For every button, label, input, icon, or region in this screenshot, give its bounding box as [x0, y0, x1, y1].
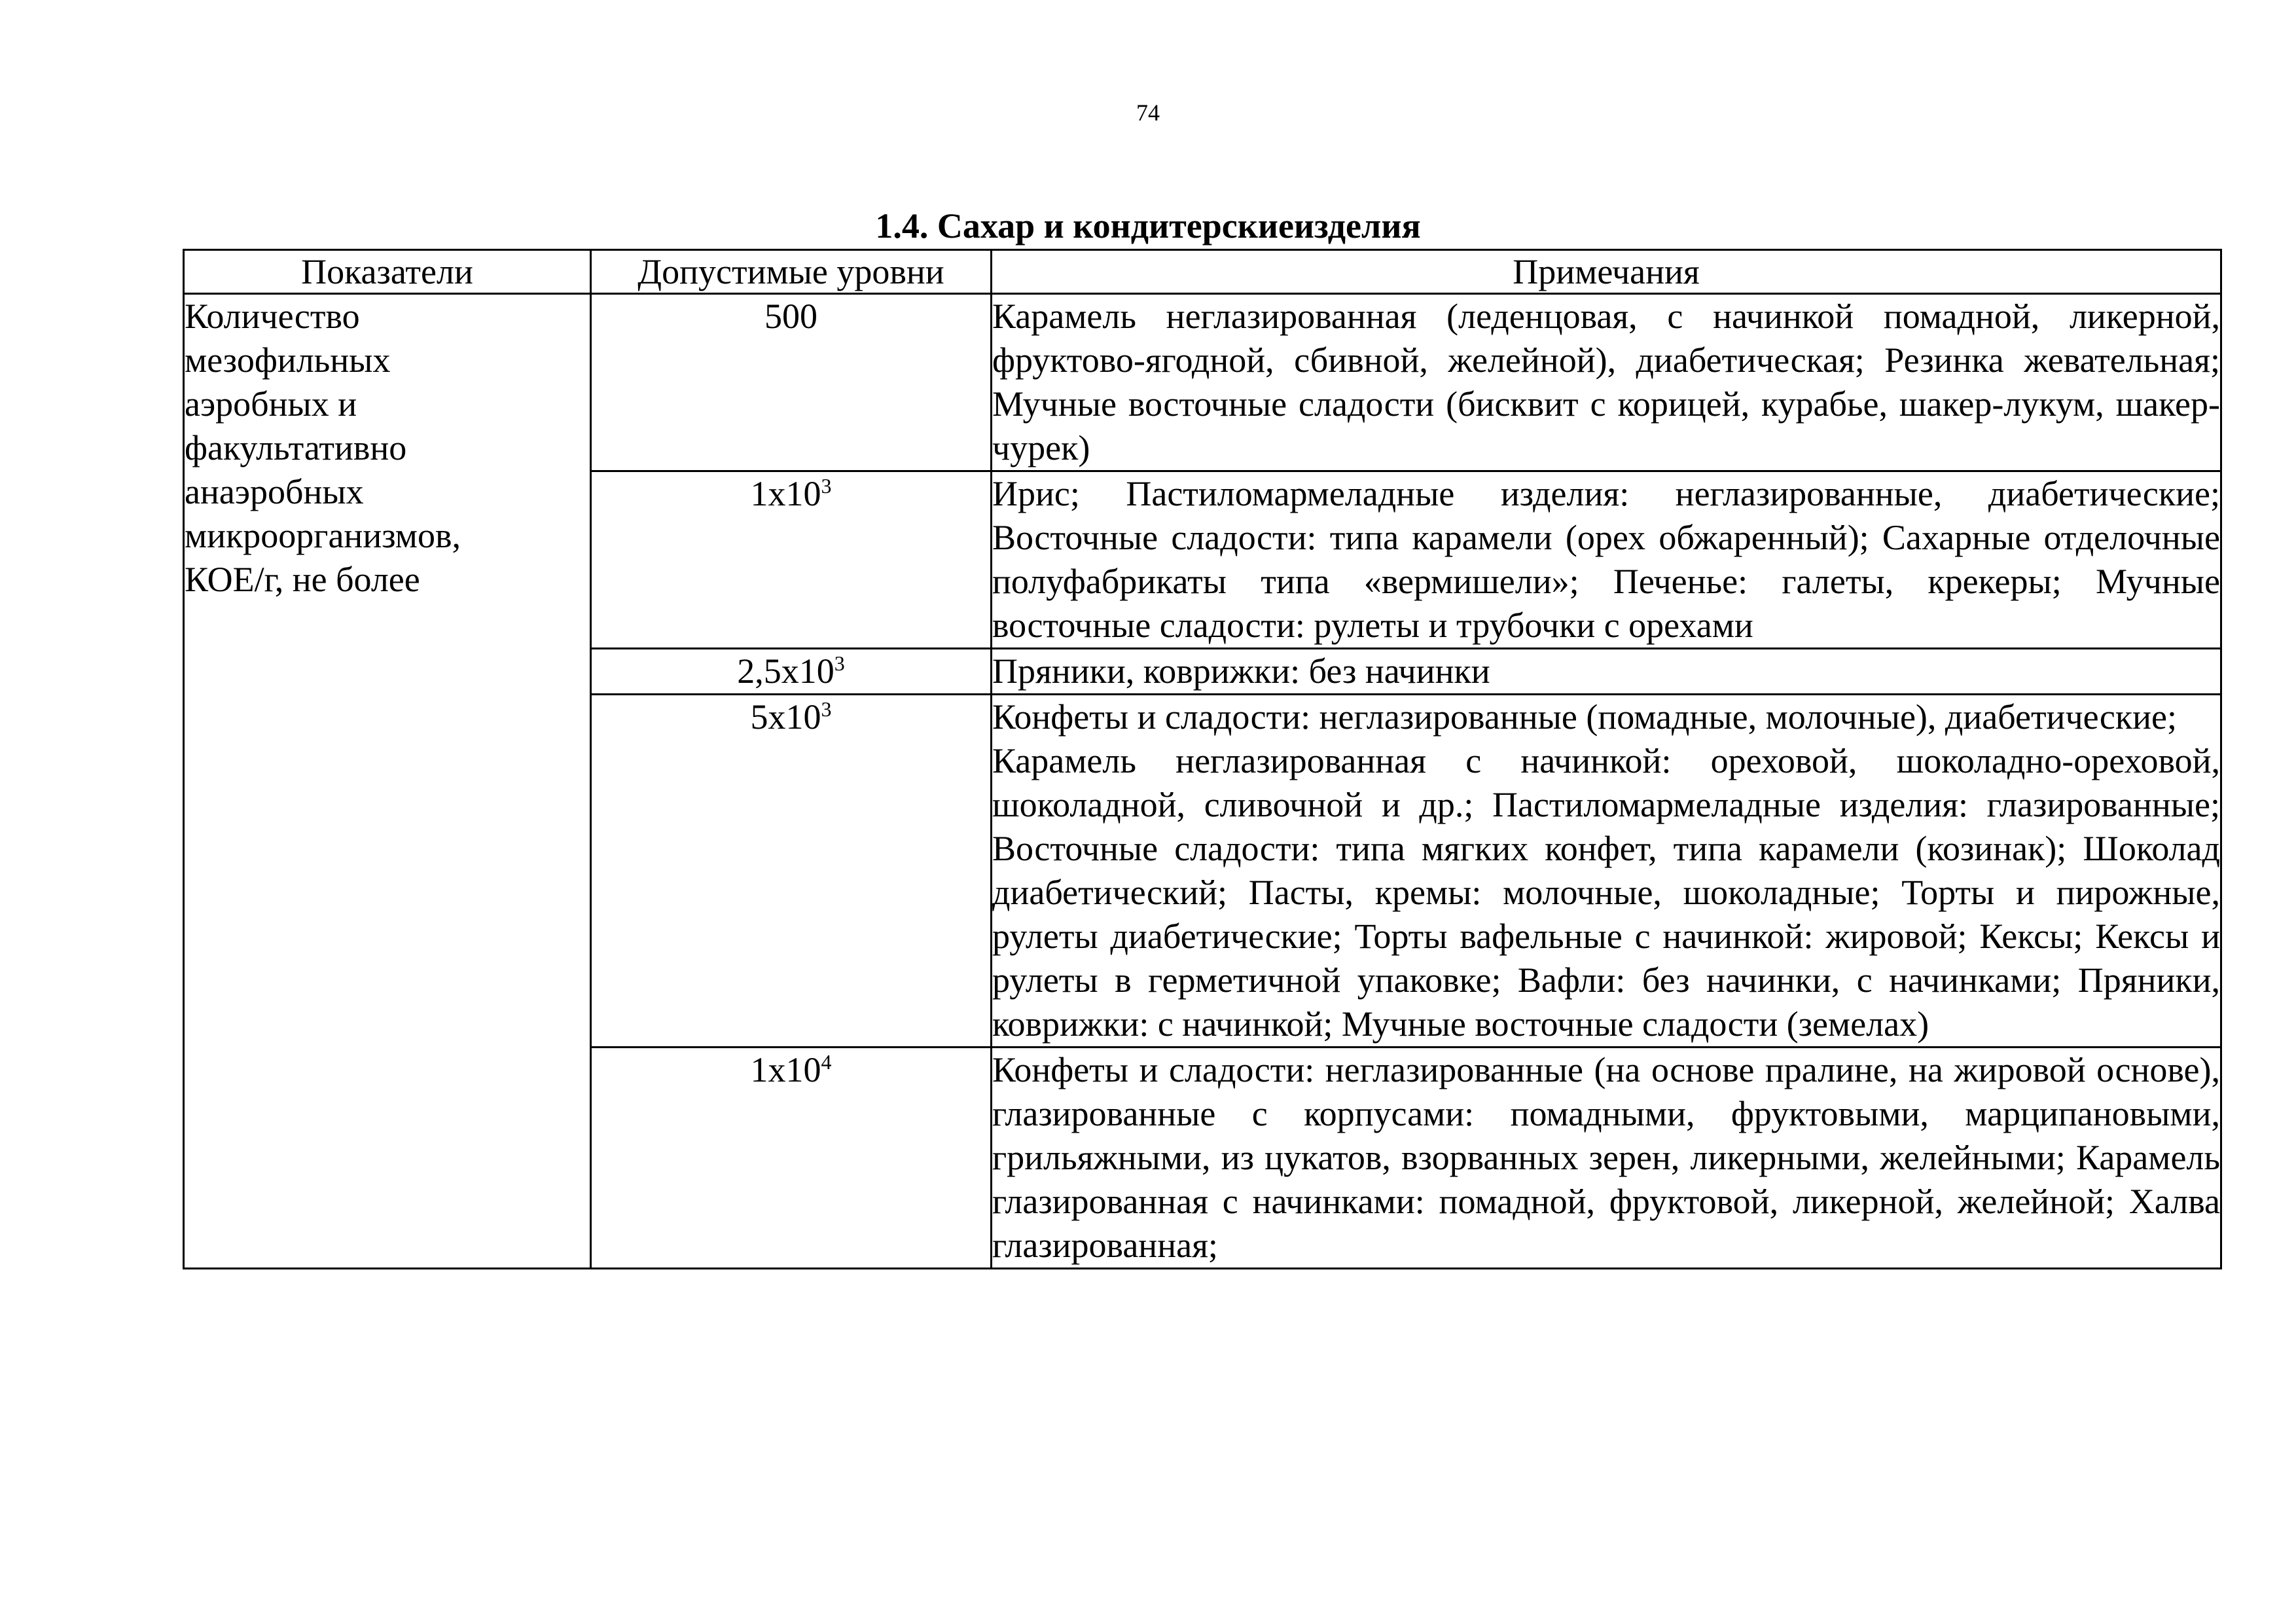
- notes-text: Ирис; Пастиломармеладные изделия: неглазированные, диабетические; Восточные сладости: типа карамели (орех обжаренный); Сахарные отделочные полуфабрикаты типа «вермишели»; Печенье: галеты, крекеры; Мучные восточные сладости: рулеты и трубочки с орехами: [992, 474, 2220, 645]
- header-indicator: Показатели: [184, 250, 591, 294]
- level-cell: [591, 1048, 992, 1269]
- level-exponent: 4: [821, 1050, 832, 1074]
- header-notes: Примечания: [992, 250, 2221, 294]
- level-base: 2,5x10: [737, 651, 834, 691]
- indicator-line: факультативно: [185, 428, 407, 467]
- notes-cell: [992, 471, 2221, 649]
- level-exponent: 3: [821, 474, 832, 498]
- level-exponent: 3: [821, 697, 832, 721]
- indicator-line: КОЕ/г, не более: [185, 560, 420, 599]
- header-level: Допустимые уровни: [591, 250, 992, 294]
- level-cell: [591, 471, 992, 649]
- indicator-line: аэробных и: [185, 384, 357, 424]
- indicator-line: микроорганизмов,: [185, 516, 461, 555]
- notes-cell: [992, 294, 2221, 471]
- notes-text: Карамель неглазированная (леденцовая, с начинкой помадной, ликерной, фруктово-ягодной, сбивной, желейной), диабетическая; Резинка жевательная; Мучные восточные сладости (бисквит с корицей, курабье, шакер-лукум, шакер-чурек): [992, 297, 2220, 467]
- notes-cell: [992, 1048, 2221, 1269]
- notes-text: Конфеты и сладости: неглазированные (на основе пралине, на жировой основе), глазированные с корпусами: помадными, фруктовыми, марципановыми, грильяжными, из цукатов, взорванных зерен, ликерными, желейными; Карамель глазированная с начинками: помадной, фруктовой, ликерной, желейной; Халва глазированная;: [992, 1050, 2220, 1265]
- page-number: 74: [1136, 100, 1160, 126]
- level-base: 5x10: [750, 697, 821, 737]
- indicator-line: Количество: [185, 297, 360, 336]
- level-base: 1x10: [750, 474, 821, 513]
- table-header-row: [184, 250, 2221, 294]
- indicator-cell: [184, 294, 591, 1269]
- notes-cell: [992, 649, 2221, 695]
- notes-cell: [992, 695, 2221, 1048]
- table-row: [184, 294, 2221, 471]
- notes-text: Конфеты и сладости: неглазированные (помадные, молочные), диабетические;: [992, 697, 2178, 737]
- level-base: 1x10: [750, 1050, 821, 1089]
- section-title: 1.4. Сахар и кондитерскиеизделия: [875, 206, 1421, 246]
- level-cell: [591, 294, 992, 471]
- level-exponent: 3: [834, 651, 845, 675]
- notes-text: Пряники, коврижки: без начинки: [992, 651, 1490, 691]
- level-cell: [591, 649, 992, 695]
- notes-text: Карамель неглазированная с начинкой: ореховой, шоколадно-ореховой, шоколадной, сливочной и др.; Пастиломармеладные изделия: глазированные; Восточные сладости: типа мягких конфет, типа карамели (козинак); Шоколад диабетический; Пасты, кремы: молочные, шоколадные; Торты и пирожные, рулеты диабетические; Торты вафельные с начинкой: жировой; Кексы; Кексы и рулеты в герметичной упаковке; Вафли: без начинки, с начинками; Пряники, коврижки: с начинкой; Мучные восточные сладости (земелах): [992, 741, 2220, 1044]
- norms-table: [183, 249, 2222, 1269]
- indicator-line: анаэробных: [185, 472, 364, 511]
- indicator-line: мезофильных: [185, 340, 391, 380]
- level-cell: [591, 695, 992, 1048]
- level-base: 500: [764, 297, 817, 336]
